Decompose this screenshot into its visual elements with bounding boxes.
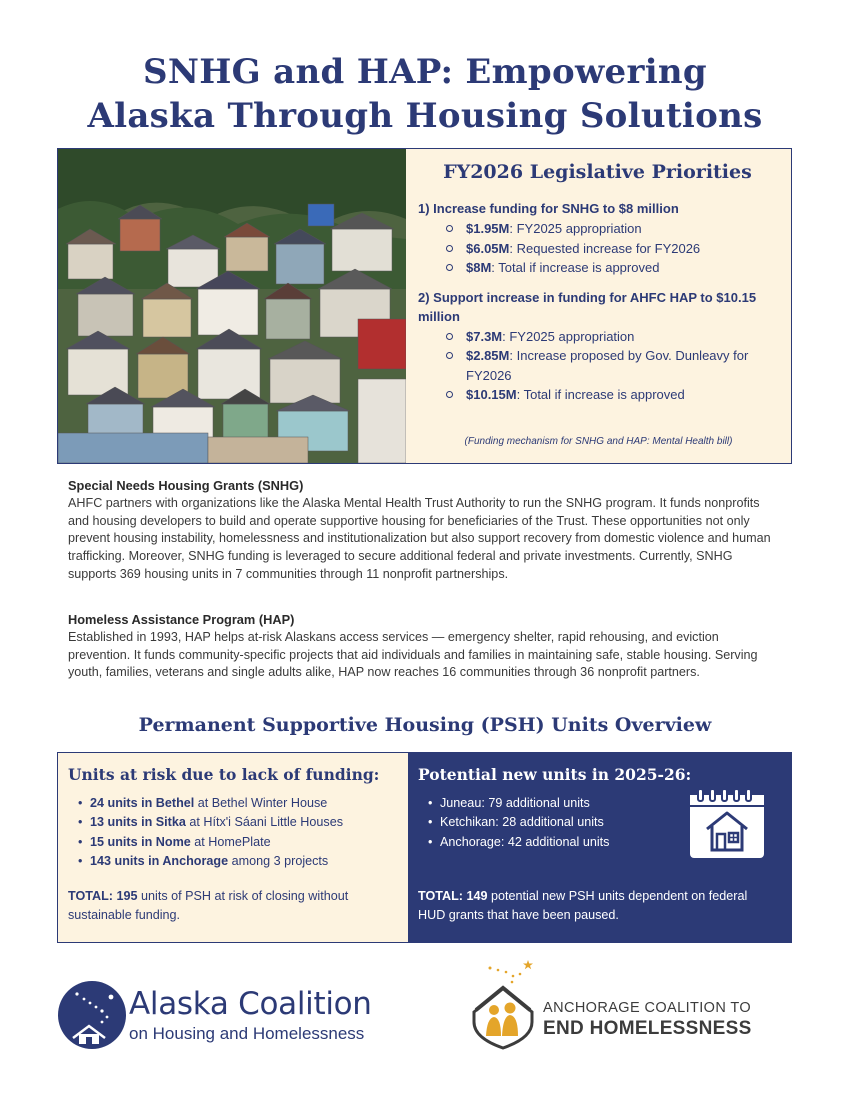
legislative-priorities-panel xyxy=(406,149,791,463)
amount-desc: : Requested increase for FY2026 xyxy=(509,240,701,256)
psh-overview xyxy=(57,752,792,943)
total-label: TOTAL: 149 xyxy=(418,889,488,903)
potential-units-panel xyxy=(408,753,791,942)
units-at-risk-list xyxy=(78,794,398,872)
total-desc: units of PSH at risk of closing without sustainable funding. xyxy=(68,889,349,923)
amount-desc: : Total if increase is approved xyxy=(491,260,660,275)
hero-section xyxy=(57,148,792,464)
at-risk-total xyxy=(68,887,400,926)
list-item xyxy=(445,385,777,405)
list-item xyxy=(78,794,398,813)
unit-count: 15 units in Nome xyxy=(90,834,191,849)
unit-count: 13 units in Sitka xyxy=(90,815,186,830)
list-item xyxy=(78,852,398,871)
unit-location: at Hítx'i Sáani Little Houses xyxy=(185,815,343,830)
amount: $7.3M xyxy=(466,328,503,344)
potential-total xyxy=(418,887,778,926)
amount-desc: : Increase proposed by Gov. Dunleavy for FY2026 xyxy=(466,348,749,383)
amount-desc: : Total if increase is approved xyxy=(516,387,685,402)
unit-count: 24 units in Bethel xyxy=(90,796,195,810)
list-item xyxy=(445,327,777,347)
calendar-house-icon xyxy=(689,787,765,864)
list-item xyxy=(445,219,777,239)
units-at-risk-panel xyxy=(58,753,408,942)
total-label: TOTAL: 195 xyxy=(68,889,138,903)
priority-1-heading: 1) Increase funding for SNHG to $8 million xyxy=(418,201,679,216)
aceh-logo xyxy=(468,960,788,1055)
title-line-1: SNHG and HAP: Empowering xyxy=(143,52,707,92)
aceh-emblem-icon xyxy=(468,960,538,1052)
snhg-heading: Special Needs Housing Grants (SNHG) xyxy=(68,478,304,493)
amount: $10.15M xyxy=(466,387,517,402)
units-at-risk-heading: Units at risk due to lack of funding: xyxy=(68,765,380,784)
total-desc: potential new PSH units dependent on federal HUD grants that have been paused. xyxy=(418,889,748,923)
priority-1-list xyxy=(445,219,777,278)
list-item: • Ketchikan: 28 additional units xyxy=(428,813,781,832)
achh-name-line-1: Alaska Coalition xyxy=(129,986,372,1022)
aceh-name-line-1: ANCHORAGE COALITION TO xyxy=(543,1000,752,1016)
unit-location: at Bethel Winter House xyxy=(194,796,328,810)
list-item xyxy=(78,813,398,832)
amount: $2.85M xyxy=(466,348,510,363)
hillside-houses-photo xyxy=(58,149,406,463)
hap-heading: Homeless Assistance Program (HAP) xyxy=(68,612,295,627)
list-item: • Juneau: 79 additional units xyxy=(428,794,781,813)
psh-title: Permanent Supportive Housing (PSH) Units Overview xyxy=(138,714,712,736)
achh-name-line-2: on Housing and Homelessness xyxy=(129,1024,365,1043)
list-item xyxy=(445,239,777,259)
amount-desc: : FY2025 appropriation xyxy=(509,221,642,236)
snhg-body: AHFC partners with organizations like the Alaska Mental Health Trust Authority to run the SNHG program. It funds nonprofits and housing developers to build and operate supportive housing for beneficiaries of the Trust. These opportunities not only prevent housing instability, homelessness and institutionalization but also support recovery from domestic violence and human trafficking. Moreover, SNHG funding is leveraged to secure additional federal and private investments. Currently, SNHG supports 369 housing units in 7 communities through 11 nonprofit partnerships. xyxy=(68,495,771,581)
hap-body: Established in 1993, HAP helps at-risk Alaskans access services — emergency shelter, rapid rehousing, and eviction prevention. It funds community-specific projects that aid individuals and families in maintaining safe, stable housing. Serving youth, families, veterans and single adults alike, HAP now reaches 16 communities through 36 nonprofit partners. xyxy=(68,629,758,680)
amount: $1.95M xyxy=(466,221,510,236)
list-item: • Anchorage: 42 additional units xyxy=(428,833,781,852)
priorities-heading: FY2026 Legislative Priorities xyxy=(443,161,752,183)
amount-desc: : FY2025 appropriation xyxy=(502,328,635,344)
priority-2-heading: 2) Support increase in funding for AHFC HAP to $10.15 million xyxy=(418,289,757,324)
funding-mechanism-note: (Funding mechanism for SNHG and HAP: Mental Health bill) xyxy=(464,436,733,447)
unit-location: at HomePlate xyxy=(190,834,271,849)
page-title xyxy=(0,50,850,138)
list-item xyxy=(78,833,398,852)
priority-2-list xyxy=(445,327,777,405)
list-item xyxy=(445,346,777,385)
list-item xyxy=(445,258,777,278)
unit-location: among 3 projects xyxy=(228,854,329,869)
potential-units-heading: Potential new units in 2025-26: xyxy=(418,765,692,784)
achh-emblem-icon xyxy=(57,980,127,1050)
amount: $8M xyxy=(466,260,492,275)
aceh-name-line-2: END HOMELESSNESS xyxy=(543,1018,752,1039)
amount: $6.05M xyxy=(466,240,510,256)
unit-count: 143 units in Anchorage xyxy=(90,854,229,869)
hap-section xyxy=(68,611,784,682)
snhg-section xyxy=(68,477,784,584)
title-line-2: Alaska Through Housing Solutions xyxy=(87,96,763,136)
achh-logo xyxy=(57,980,397,1050)
